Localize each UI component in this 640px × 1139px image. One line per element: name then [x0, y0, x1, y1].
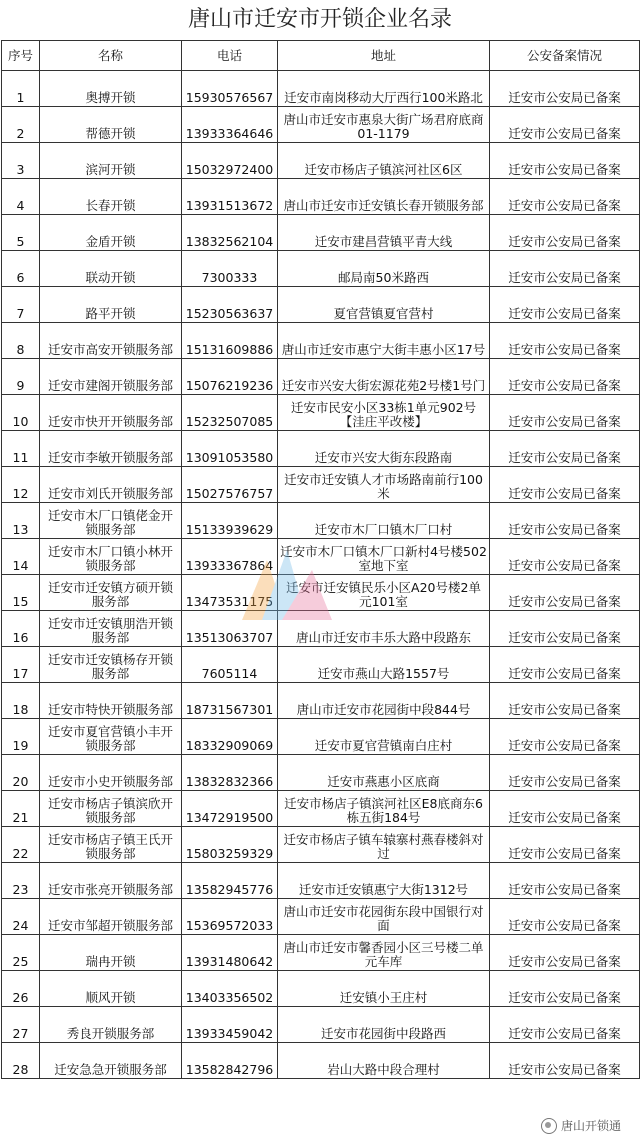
- row-no: 27: [2, 1007, 40, 1043]
- row-address: 迁安市燕山大路1557号: [278, 647, 490, 683]
- row-no: 20: [2, 755, 40, 791]
- table-row: [2, 179, 640, 215]
- row-address: 唐山市迁安市馨香园小区三号楼二单元车库: [278, 935, 490, 971]
- row-status: 迁安市公安局已备案: [490, 683, 640, 719]
- row-name: 迁安市李敏开锁服务部: [40, 431, 182, 467]
- row-name: 迁安市快开开锁服务部: [40, 395, 182, 431]
- row-phone: 13931480642: [182, 935, 278, 971]
- row-name: 联动开锁: [40, 251, 182, 287]
- row-address: 迁安市兴安大街宏源花苑2号楼1号门: [278, 359, 490, 395]
- row-name: 路平开锁: [40, 287, 182, 323]
- row-address: 唐山市迁安市花园街东段中国银行对面: [278, 899, 490, 935]
- row-address: 唐山市迁安市惠宁大街丰惠小区17号: [278, 323, 490, 359]
- row-no: 19: [2, 719, 40, 755]
- row-no: 5: [2, 215, 40, 251]
- row-phone: 7605114: [182, 647, 278, 683]
- row-no: 24: [2, 899, 40, 935]
- row-status: 迁安市公安局已备案: [490, 575, 640, 611]
- row-name: 迁安市杨店子镇滨欣开锁服务部: [40, 791, 182, 827]
- row-name: 迁安市邹超开锁服务部: [40, 899, 182, 935]
- row-no: 12: [2, 467, 40, 503]
- row-phone: 15131609886: [182, 323, 278, 359]
- row-address: 迁安市燕惠小区底商: [278, 755, 490, 791]
- row-name: 迁安市张亮开锁服务部: [40, 863, 182, 899]
- row-status: 迁安市公安局已备案: [490, 539, 640, 575]
- row-no: 14: [2, 539, 40, 575]
- row-no: 26: [2, 971, 40, 1007]
- table-row: [2, 215, 640, 251]
- row-phone: 15803259329: [182, 827, 278, 863]
- row-name: 秀良开锁服务部: [40, 1007, 182, 1043]
- table-row: [2, 935, 640, 971]
- table-row: [2, 467, 640, 503]
- table-row: [2, 359, 640, 395]
- row-no: 4: [2, 179, 40, 215]
- row-phone: 13832562104: [182, 215, 278, 251]
- row-status: 迁安市公安局已备案: [490, 971, 640, 1007]
- page-title: 唐山市迁安市开锁企业名录: [187, 7, 452, 32]
- row-name: 迁安市小史开锁服务部: [40, 755, 182, 791]
- row-address: 迁安市兴安大街东段路南: [278, 431, 490, 467]
- table-row: [2, 107, 640, 143]
- row-no: 21: [2, 791, 40, 827]
- row-phone: 15230563637: [182, 287, 278, 323]
- row-status: 迁安市公安局已备案: [490, 251, 640, 287]
- row-no: 11: [2, 431, 40, 467]
- row-name: 迁安市木厂口镇佬金开锁服务部: [40, 503, 182, 539]
- row-no: 7: [2, 287, 40, 323]
- table-row: [2, 791, 640, 827]
- row-status: 迁安市公安局已备案: [490, 863, 640, 899]
- row-phone: 13832832366: [182, 755, 278, 791]
- table-header-row: [2, 41, 640, 71]
- row-name: 长春开锁: [40, 179, 182, 215]
- row-phone: 13931513672: [182, 179, 278, 215]
- row-phone: 13473531175: [182, 575, 278, 611]
- row-no: 28: [2, 1043, 40, 1079]
- row-phone: 15369572033: [182, 899, 278, 935]
- center-logo-watermark: [232, 540, 352, 630]
- row-address: 迁安镇小王庄村: [278, 971, 490, 1007]
- row-phone: 15076219236: [182, 359, 278, 395]
- row-status: 迁安市公安局已备案: [490, 1007, 640, 1043]
- row-no: 6: [2, 251, 40, 287]
- row-phone: 15930576567: [182, 71, 278, 107]
- row-address: 迁安市建昌营镇平青大线: [278, 215, 490, 251]
- row-status: 迁安市公安局已备案: [490, 719, 640, 755]
- row-status: 迁安市公安局已备案: [490, 791, 640, 827]
- row-phone: 13582842796: [182, 1043, 278, 1079]
- row-status: 迁安市公安局已备案: [490, 935, 640, 971]
- row-status: 迁安市公安局已备案: [490, 611, 640, 647]
- row-phone: 15032972400: [182, 143, 278, 179]
- row-status: 迁安市公安局已备案: [490, 1043, 640, 1079]
- row-name: 迁安市特快开锁服务部: [40, 683, 182, 719]
- row-name: 迁安市迁安镇朋浩开锁服务部: [40, 611, 182, 647]
- row-status: 迁安市公安局已备案: [490, 287, 640, 323]
- row-name: 迁安市迁安镇杨存开锁服务部: [40, 647, 182, 683]
- row-no: 2: [2, 107, 40, 143]
- table-row: [2, 719, 640, 755]
- row-address: 迁安市迁安镇民乐小区A20号楼2单元101室: [278, 575, 490, 611]
- row-name: 迁安市杨店子镇王氏开锁服务部: [40, 827, 182, 863]
- row-address: 迁安市花园街中段路西: [278, 1007, 490, 1043]
- row-phone: 13472919500: [182, 791, 278, 827]
- table-row: [2, 323, 640, 359]
- header-address: 地址: [278, 41, 490, 71]
- table-row: [2, 647, 640, 683]
- row-phone: 15027576757: [182, 467, 278, 503]
- table-row: [2, 971, 640, 1007]
- row-status: 迁安市公安局已备案: [490, 107, 640, 143]
- row-address: 迁安市迁安镇惠宁大街1312号: [278, 863, 490, 899]
- header-status: 公安备案情况: [490, 41, 640, 71]
- watermark: [538, 1116, 624, 1135]
- row-no: 3: [2, 143, 40, 179]
- row-address: 迁安市迁安镇人才市场路南前行100米: [278, 467, 490, 503]
- row-status: 迁安市公安局已备案: [490, 755, 640, 791]
- row-no: 18: [2, 683, 40, 719]
- row-phone: 13933364646: [182, 107, 278, 143]
- row-status: 迁安市公安局已备案: [490, 827, 640, 863]
- table-row: [2, 287, 640, 323]
- row-no: 25: [2, 935, 40, 971]
- row-name: 滨河开锁: [40, 143, 182, 179]
- row-name: 金盾开锁: [40, 215, 182, 251]
- row-status: 迁安市公安局已备案: [490, 359, 640, 395]
- row-no: 8: [2, 323, 40, 359]
- row-phone: 15232507085: [182, 395, 278, 431]
- row-address: 迁安市南岗移动大厅西行100米路北: [278, 71, 490, 107]
- header-name: 名称: [40, 41, 182, 71]
- table-row: [2, 827, 640, 863]
- row-name: 帮德开锁: [40, 107, 182, 143]
- row-no: 17: [2, 647, 40, 683]
- table-row: [2, 143, 640, 179]
- row-name: 顺风开锁: [40, 971, 182, 1007]
- row-no: 13: [2, 503, 40, 539]
- row-no: 1: [2, 71, 40, 107]
- table-row: [2, 1043, 640, 1079]
- row-no: 22: [2, 827, 40, 863]
- row-phone: 13933367864: [182, 539, 278, 575]
- table-row: [2, 683, 640, 719]
- table-row: [2, 251, 640, 287]
- row-phone: 13513063707: [182, 611, 278, 647]
- header-no: 序号: [2, 41, 40, 71]
- row-no: 15: [2, 575, 40, 611]
- row-address: 邮局南50米路西: [278, 251, 490, 287]
- table-row: [2, 71, 640, 107]
- row-name: 奥搏开锁: [40, 71, 182, 107]
- row-address: 迁安市夏官营镇南白庄村: [278, 719, 490, 755]
- row-status: 迁安市公安局已备案: [490, 467, 640, 503]
- row-phone: 13403356502: [182, 971, 278, 1007]
- row-status: 迁安市公安局已备案: [490, 179, 640, 215]
- row-phone: 13091053580: [182, 431, 278, 467]
- table-row: [2, 755, 640, 791]
- row-status: 迁安市公安局已备案: [490, 899, 640, 935]
- row-address: 岩山大路中段合理村: [278, 1043, 490, 1079]
- row-name: 迁安市高安开锁服务部: [40, 323, 182, 359]
- row-address: 迁安市木厂口镇木厂口村: [278, 503, 490, 539]
- table-row: [2, 863, 640, 899]
- table-row: [2, 1007, 640, 1043]
- row-status: 迁安市公安局已备案: [490, 215, 640, 251]
- row-name: 瑞冉开锁: [40, 935, 182, 971]
- header-phone: 电话: [182, 41, 278, 71]
- row-status: 迁安市公安局已备案: [490, 503, 640, 539]
- row-status: 迁安市公安局已备案: [490, 71, 640, 107]
- row-name: 迁安市迁安镇方硕开锁服务部: [40, 575, 182, 611]
- row-address: 迁安市杨店子镇车辕寨村燕春楼斜对过: [278, 827, 490, 863]
- row-name: 迁安急急开锁服务部: [40, 1043, 182, 1079]
- table-row: [2, 395, 640, 431]
- row-address: 夏官营镇夏官营村: [278, 287, 490, 323]
- row-no: 9: [2, 359, 40, 395]
- row-phone: 13582945776: [182, 863, 278, 899]
- row-address: 迁安市民安小区33栋1单元902号【洼庄平改楼】: [278, 395, 490, 431]
- watermark-text: 唐山开锁通: [560, 1119, 621, 1133]
- row-no: 10: [2, 395, 40, 431]
- table-row: [2, 899, 640, 935]
- row-phone: 18332909069: [182, 719, 278, 755]
- row-status: 迁安市公安局已备案: [490, 143, 640, 179]
- row-phone: 7300333: [182, 251, 278, 287]
- row-name: 迁安市夏官营镇小丰开锁服务部: [40, 719, 182, 755]
- row-status: 迁安市公安局已备案: [490, 647, 640, 683]
- row-name: 迁安市木厂口镇小林开锁服务部: [40, 539, 182, 575]
- row-address: 唐山市迁安市丰乐大路中段路东: [278, 611, 490, 647]
- row-phone: 15133939629: [182, 503, 278, 539]
- row-status: 迁安市公安局已备案: [490, 395, 640, 431]
- row-status: 迁安市公安局已备案: [490, 323, 640, 359]
- row-address: 唐山市迁安市迁安镇长春开锁服务部: [278, 179, 490, 215]
- row-address: 迁安市杨店子镇滨河社区6区: [278, 143, 490, 179]
- row-phone: 13933459042: [182, 1007, 278, 1043]
- table-row: [2, 503, 640, 539]
- row-address: 唐山市迁安市花园街中段844号: [278, 683, 490, 719]
- row-address: 唐山市迁安市惠泉大街广场君府底商01-1179: [278, 107, 490, 143]
- row-address: 迁安市杨店子镇滨河社区E8底商东6栋五街184号: [278, 791, 490, 827]
- row-phone: 18731567301: [182, 683, 278, 719]
- row-no: 23: [2, 863, 40, 899]
- row-name: 迁安市刘氏开锁服务部: [40, 467, 182, 503]
- row-name: 迁安市建阁开锁服务部: [40, 359, 182, 395]
- wechat-icon: [541, 1118, 557, 1134]
- row-no: 16: [2, 611, 40, 647]
- row-status: 迁安市公安局已备案: [490, 431, 640, 467]
- row-address: 迁安市木厂口镇木厂口新村4号楼502室地下室: [278, 539, 490, 575]
- table-row: [2, 431, 640, 467]
